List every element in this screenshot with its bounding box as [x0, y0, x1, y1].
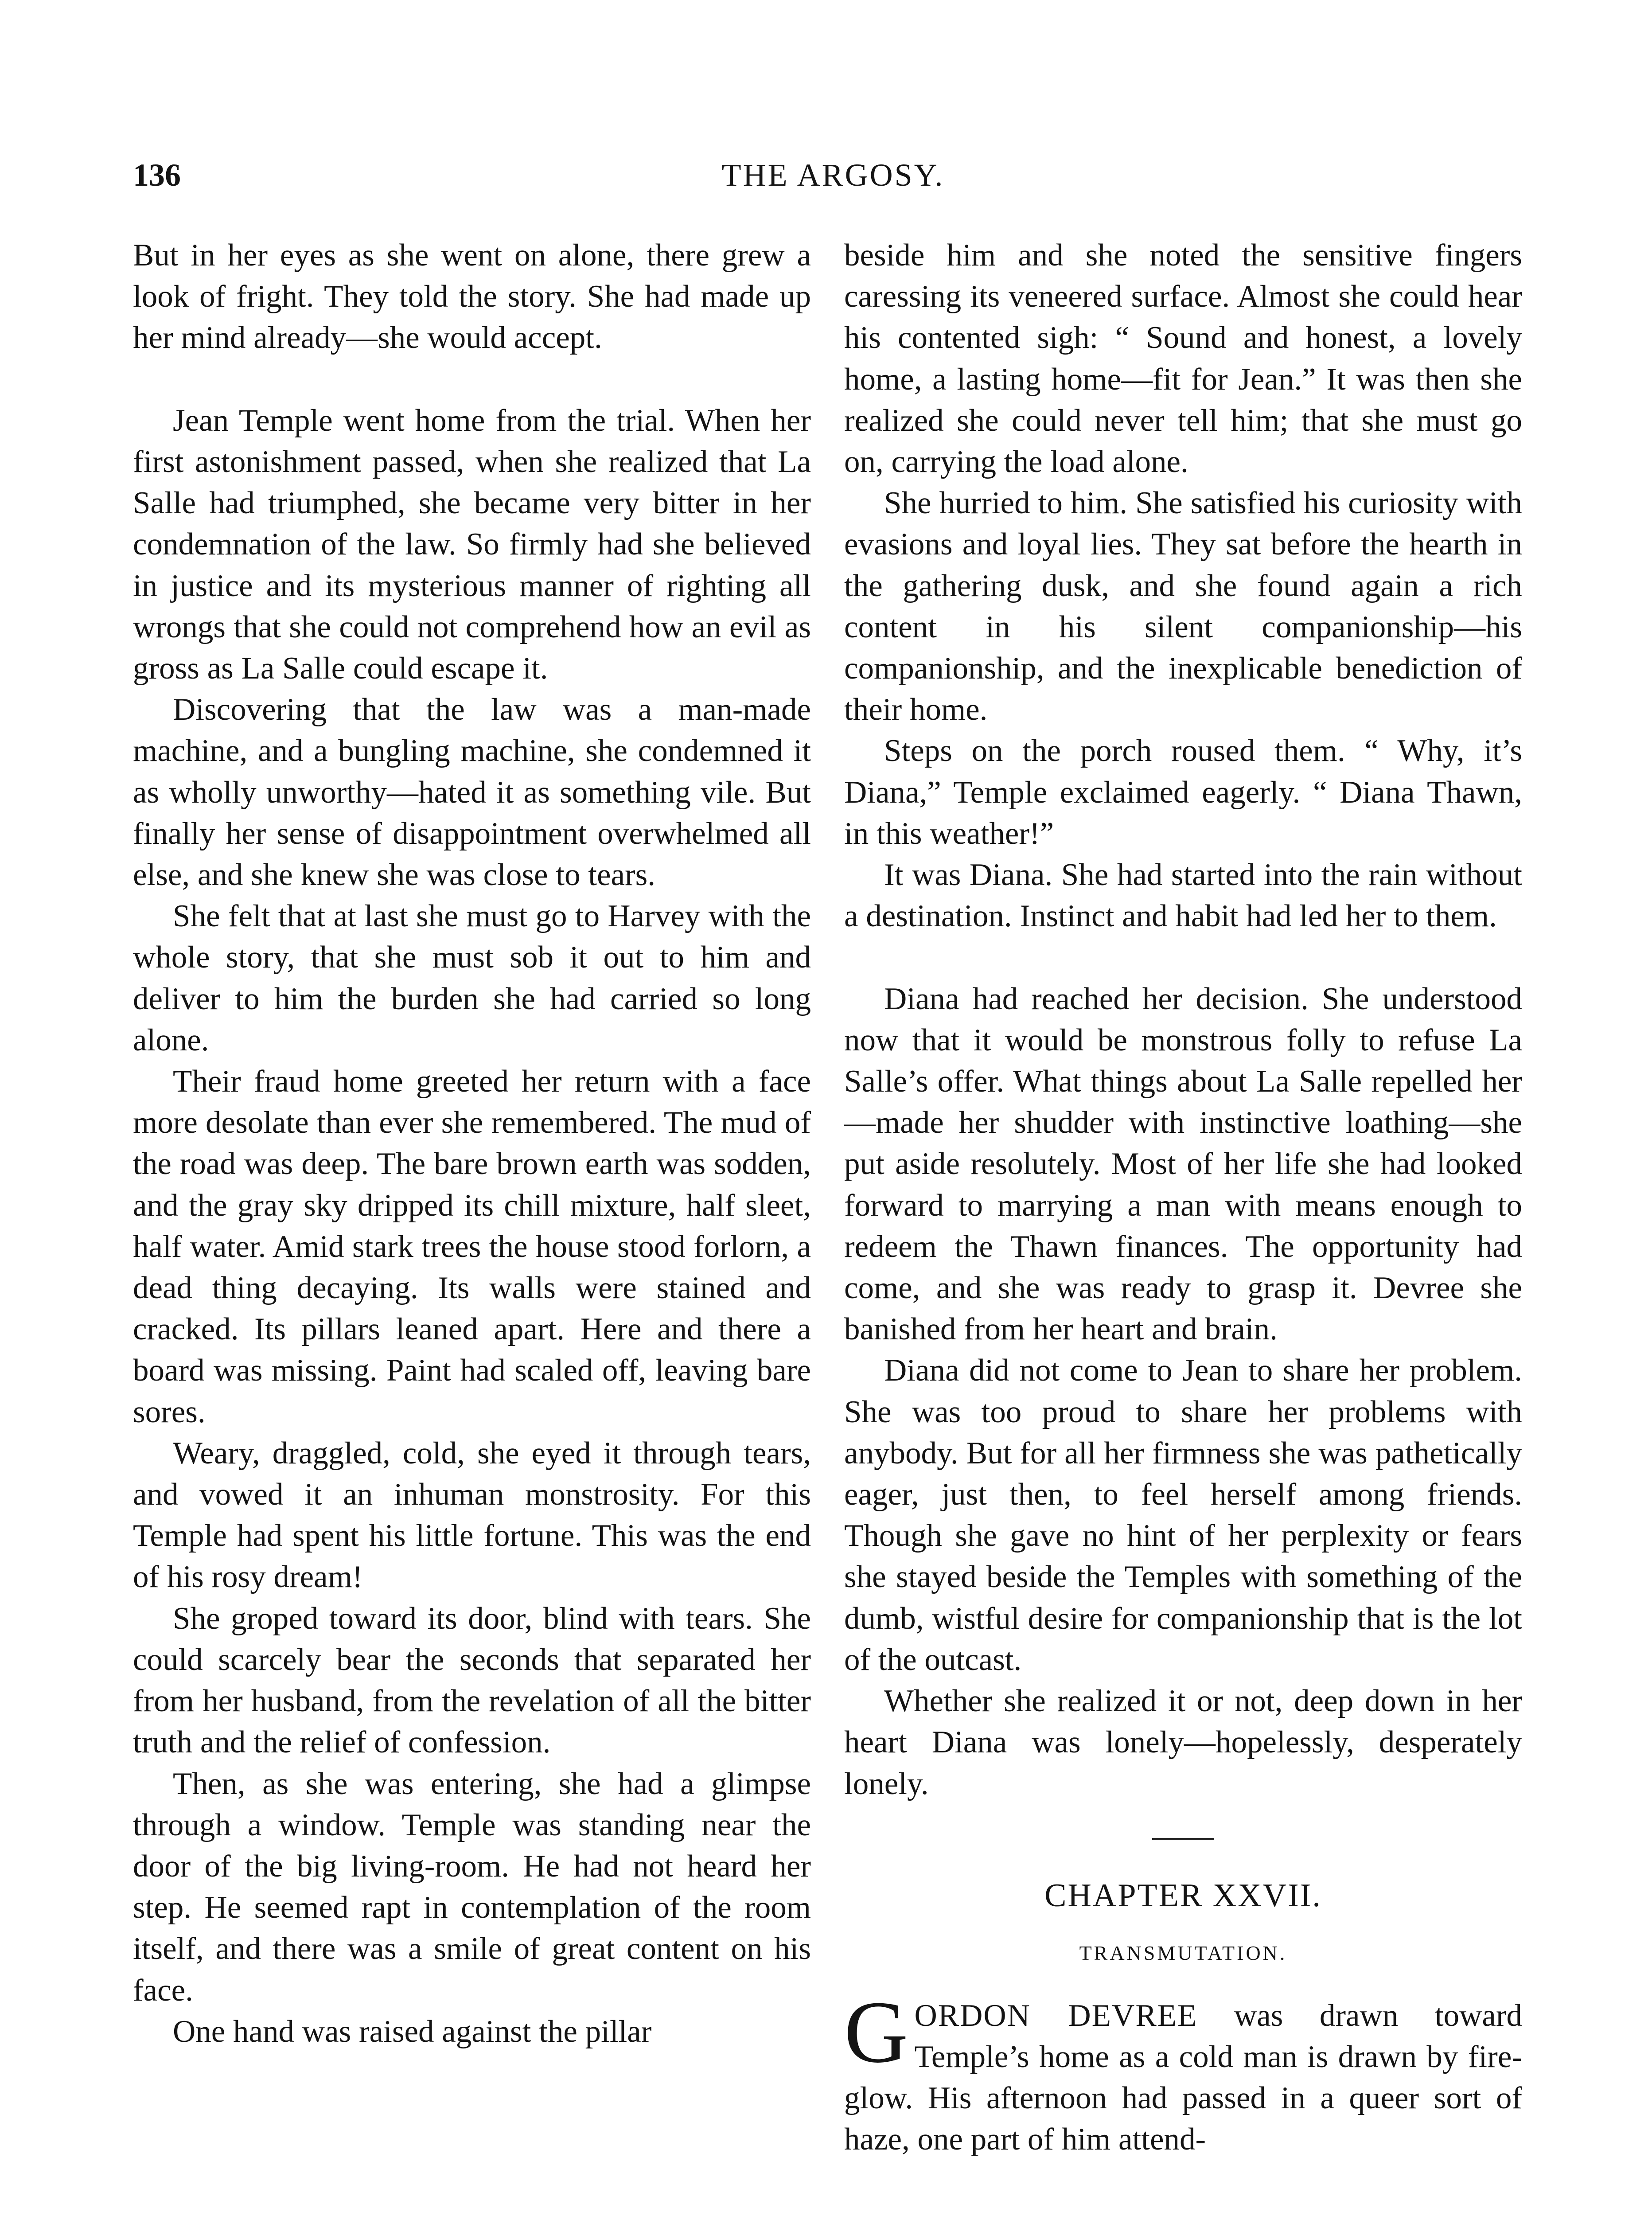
right-column [844, 235, 1522, 2161]
paragraph: Discovering that the law was a man-made machine, and a bungling machine, she condemned it as wholly unworthy—hated it as something vile. But finally her sense of disappointment overwhelmed all else, and she knew she was close to tears. [133, 692, 811, 893]
paragraph: It was Diana. She had started into the rain without a destination. Instinct and habit had led her to them. [844, 858, 1522, 934]
paragraph: Diana did not come to Jean to share her problem. She was too proud to share her problems with anybody. But for all her firmness she was pathetically eager, just then, to feel herself among friends. Though she gave no hint of her perplexity or fears she stayed beside the Temples with something of the dumb, wistful desire for companionship that is the lot of the outcast. [844, 1353, 1522, 1677]
chapter-divider-rule [1152, 1838, 1214, 1840]
section-break [133, 359, 811, 400]
paragraph: She felt that at last she must go to Harvey with the whole story, that she must sob it out to him and deliver to him the burden she had carried so long alone. [133, 899, 811, 1057]
chapter-heading: CHAPTER XXVII. [1044, 1877, 1322, 1914]
section-break [844, 937, 1522, 978]
paragraph: beside him and she noted the sensitive fingers caressing its veneered surface. Almost she could hear his contented sigh: “ Sound and honest, a lovely home, a lasting home—fit for Jean.” It was then she realized she could never tell him; that she must go on, carrying the load alone. [844, 238, 1522, 480]
paragraph: Steps on the porch roused them. “ Why, it’s Diana,” Temple exclaimed eagerly. “ Diana Thawn, in this weather!” [844, 733, 1522, 851]
paragraph: Diana had reached her decision. She understood now that it would be monstrous folly to refuse La Salle’s offer. What things about La Salle repelled her—made her shudder with instinctive loathing—she put aside resolutely. Most of her life she had looked forward to marrying a man with means enough to redeem the Thawn finances. The opportunity had come, and she was ready to grasp it. Devree she banished from her heart and brain. [844, 981, 1522, 1347]
journal-title: THE ARGOSY. [721, 157, 945, 193]
chapter-subtitle: TRANSMUTATION. [1079, 1941, 1287, 1964]
opening-words: ORDON DEVREE [914, 1998, 1198, 2033]
chapter-opening-paragraph [844, 1983, 1523, 2161]
running-head [133, 153, 1533, 197]
paragraph: Their fraud home greeted her return with a face more desolate than ever she remembered. The mud of the road was deep. The bare brown earth was sodden, and the gray sky dripped its chill mixture, half sleet, half water. Amid stark trees the house stood forlorn, a dead thing decaying. Its walls were stained and cracked. Its pillars leaned apart. Here and there a board was missing. Paint had scaled off, leaving bare sores. [133, 1064, 811, 1429]
paragraph: She groped toward its door, blind with tears. She could scarcely bear the seconds that separated her from her husband, from the revelation of all the bitter truth and the relief of confession. [133, 1601, 811, 1760]
paragraph: One hand was raised against the pillar [173, 2014, 652, 2049]
paragraph: Whether she realized it or not, deep down in her heart Diana was lonely—hopelessly, desperately lonely. [844, 1684, 1522, 1801]
page-number: 136 [133, 157, 181, 193]
paragraph: Jean Temple went home from the trial. When her first astonishment passed, when she realized that La Salle had triumphed, she became very bitter in her condemnation of the law. So firmly had she believed in justice and its mysterious manner of righting all wrongs that she could not comprehend how an evil as gross as La Salle could escape it. [133, 403, 811, 686]
paragraph-text: was drawn toward Temple’s home as a cold man is drawn by fire-glow. His afternoon had passed in a queer sort of haze, one part of him attend- [844, 1998, 1523, 2157]
drop-cap: G [844, 1983, 908, 2081]
paragraph: Weary, draggled, cold, she eyed it through tears, and vowed it an inhuman monstrosity. For this Temple had spent his little fortune. This was the end of his rosy dream! [133, 1436, 811, 1595]
paragraph: But in her eyes as she went on alone, there grew a look of fright. They told the story. She had made up her mind already—she would accept. [133, 238, 811, 355]
left-column [133, 235, 811, 2052]
paragraph: Then, as she was entering, she had a glimpse through a window. Temple was standing near the door of the big living-room. He had not heard her step. He seemed rapt in contemplation of the room itself, and there was a smile of great content on his face. [133, 1766, 811, 2008]
paragraph: She hurried to him. She satisfied his curiosity with evasions and loyal lies. They sat before the hearth in the gathering dusk, and she found again a rich content in his silent companionship—his companionship, and the inexplicable benediction of their home. [844, 486, 1522, 727]
